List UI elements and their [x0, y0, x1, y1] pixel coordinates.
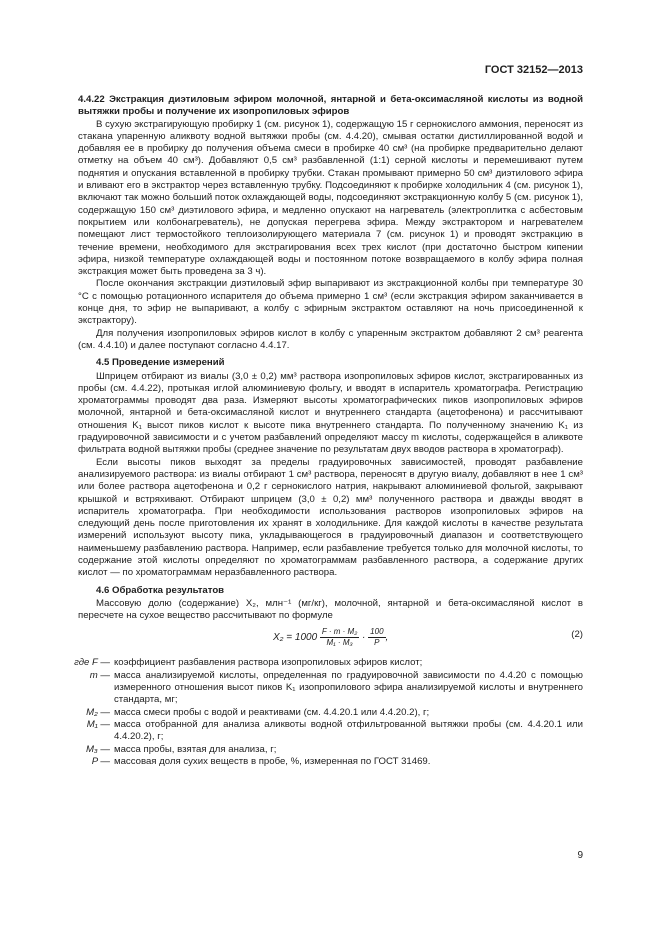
- paragraph: В сухую экстрагирующую пробирку 1 (см. рисунок 1), содержащую 15 г сернокислого аммония, переносят из стакана упаренную аликвоту водной вытяжки пробы (см. 4.4.20), смывая остатки дистиллированной водой и добавляя ее в пробирку до получения объема смеси в пробирке 40 см³ (на пробирке предварительно делают отметку на объем 40 см³). Добавляют 0,5 см³ разбавленной (1:1) серной кислоты и перемешивают путем поднятия и опускания вставленной в пробирку трубки. Стакан промывают примерно 50 см³ диэтилового эфира и вливают его в экстрактор через вставленную трубку. Подсоединяют к пробирке холодильник 4 (см. рисунок 1), включают так можно больший поток охлаждающей воды, подсоединяют экстракционную колбу 5 (см. рисунок 1), содержащую 150 см³ диэтилового эфира, и медленно опускают на нагреватель (электроплитка с асбестовым покрытием или колбонагреватель), не допуская перегрева эфира. Между экстрактором и нагревателем помещают лист термостойкого теплоизолирующего материала 7 (см. рисунок 1) и проводят экстракцию в течение времени, необходимого для экстрагирования всех трех кислот (при достаточно быстром кипении эфира, низкой температуре охлаждающей воды и постоянном потоке возвращаемого в колбу эфира полная экстракция может быть проведена за 3 ч).: [78, 118, 583, 278]
- paragraph: Для получения изопропиловых эфиров кислот в колбу с упаренным экстрактом добавляют 2 см³ реагента (см. 4.4.10) и далее поступают согласно 4.4.17.: [78, 327, 583, 351]
- page-content: [74, 94, 583, 768]
- section-heading-4-5: 4.5 Проведение измерений: [96, 357, 225, 369]
- paragraph: Шприцем отбирают из виалы (3,0 ± 0,2) мм³ раствора изопропиловых эфиров кислот, экстрагированных из пробы (см. 4.4.22), протыкая иглой алюминиевую фольгу, и вводят в испаритель хроматографа. Регистрацию хроматограммы проводят два раза. Измеряют высоты хроматографических пиков изопропиловых эфиров молочной, янтарной и бета-оксимасляной кислот и внутреннего стандарта (ацетофенона) и рассчитывают отношения K₁ высот пиков кислот к высоте пика внутреннего стандарта. По полученному значению K₁ из градуировочной зависимости и с учетом разбавлений определяют массу m кислоты, содержащейся в аликвоте фильтрата водной вытяжки пробы (среднее значение по результатам двух вводов раствора в хроматограф).: [78, 370, 583, 456]
- formula-2: [78, 625, 583, 652]
- formula-number: (2): [571, 629, 583, 641]
- legend-row: [58, 657, 583, 669]
- legend-symbol: M₃ —: [85, 743, 110, 755]
- paragraph: Если высоты пиков выходят за пределы градуировочных зависимостей, проводят разбавление анализируемого раствора: из виалы отбирают 1 см³ раствора, переносят в другую виалу, добавляют в нее 1 см³ или более раствора ацетофенона и 0,2 г сернокислого натрия, накрывают алюминиевой фольгой, закрывают крышкой и встряхивают. Отбирают шприцем (3,0 ± 0,2) мм³ полученного раствора и дважды вводят в испаритель хроматографа. При необходимости использования растворов изопропиловых эфиров на следующий день после приготовления их хранят в холодильнике. Для каждой кислоты в качестве результата измерений используют высоту пика, укладывающегося в градуировочный диапазон и соответствующего наименьшему разбавлению раствора. Например, если разбавление требуется только для молочной кислоты, то содержание этой кислоты определяют по хроматограммам разбавленного раствора, а содержание других кислот — по хроматограммам неразбавленного раствора.: [78, 456, 583, 579]
- legend-row: [58, 756, 583, 768]
- legend-text: коэффициент разбавления раствора изопропиловых эфиров кислот;: [114, 657, 423, 669]
- legend-row: [58, 744, 583, 756]
- fraction: [368, 627, 385, 648]
- legend-text: масса отобранной для анализа аликвоты водной отфильтрованной вытяжки пробы (см. 4.4.20.1 или 4.4.20.2), г;: [114, 718, 583, 743]
- legend-symbol: P —: [91, 755, 110, 767]
- legend-text: масса анализируемой кислоты, определенная по градуировочной зависимости по 4.4.20 с помощью измеренного отношения высот пиков K₁ изопропилового эфира анализируемой кислоты и внутреннего стандарта, мг;: [114, 669, 583, 706]
- legend-text: масса смеси пробы с водой и реактивами (см. 4.4.20.1 или 4.4.20.2), г;: [114, 706, 430, 718]
- legend-row: [58, 670, 583, 707]
- section-heading-4-6: 4.6 Обработка результатов: [96, 584, 225, 596]
- fraction-numerator: 100: [370, 627, 384, 637]
- legend-symbol: m —: [89, 669, 110, 681]
- legend-row: [58, 719, 583, 744]
- legend-text: массовая доля сухих веществ в пробе, %, измеренная по ГОСТ 31469.: [114, 755, 431, 767]
- legend-text: масса пробы, взятая для анализа, г;: [114, 743, 277, 755]
- fraction: [320, 627, 359, 648]
- symbol-legend: [58, 657, 583, 768]
- legend-symbol: M₁ —: [86, 718, 110, 730]
- page-number: 9: [577, 850, 583, 861]
- formula-body: [273, 627, 388, 648]
- legend-symbol: M₂ —: [86, 706, 110, 718]
- standard-number: ГОСТ 32152—2013: [484, 64, 583, 76]
- paragraph: Массовую долю (содержание) X₂, млн⁻¹ (мг/кг), молочной, янтарной и бета-оксимасляной кислот в пересчете на сухое вещество рассчитывают по формуле: [78, 597, 583, 622]
- fraction-denominator: P: [374, 638, 380, 648]
- multiply-dot: ·: [362, 632, 366, 644]
- section-heading-4-4-22: 4.4.22 Экстракция диэтиловым эфиром молочной, янтарной и бета-оксимасляной кислоты из водной вытяжки пробы и получение их изопропиловых эфиров: [78, 94, 583, 118]
- formula-lhs: X₂ = 1000: [273, 632, 318, 644]
- formula-comma: ,: [385, 632, 389, 644]
- legend-row: [58, 707, 583, 719]
- fraction-denominator: M₁ · M₃: [326, 638, 353, 648]
- paragraph: После окончания экстракции диэтиловый эфир выпаривают из экстракционной колбы при температуре 30 °С с помощью ротационного испарителя до объема примерно 1 см³ (если экстракция эфиром заканчивается в конце дня, то эфир не выпаривают, а колбу с эфирным экстрактом оставляют на ночь присоединенной к экстрактору).: [78, 278, 583, 327]
- fraction-numerator: F · m · M₂: [321, 627, 358, 637]
- legend-symbol: где F —: [74, 657, 110, 669]
